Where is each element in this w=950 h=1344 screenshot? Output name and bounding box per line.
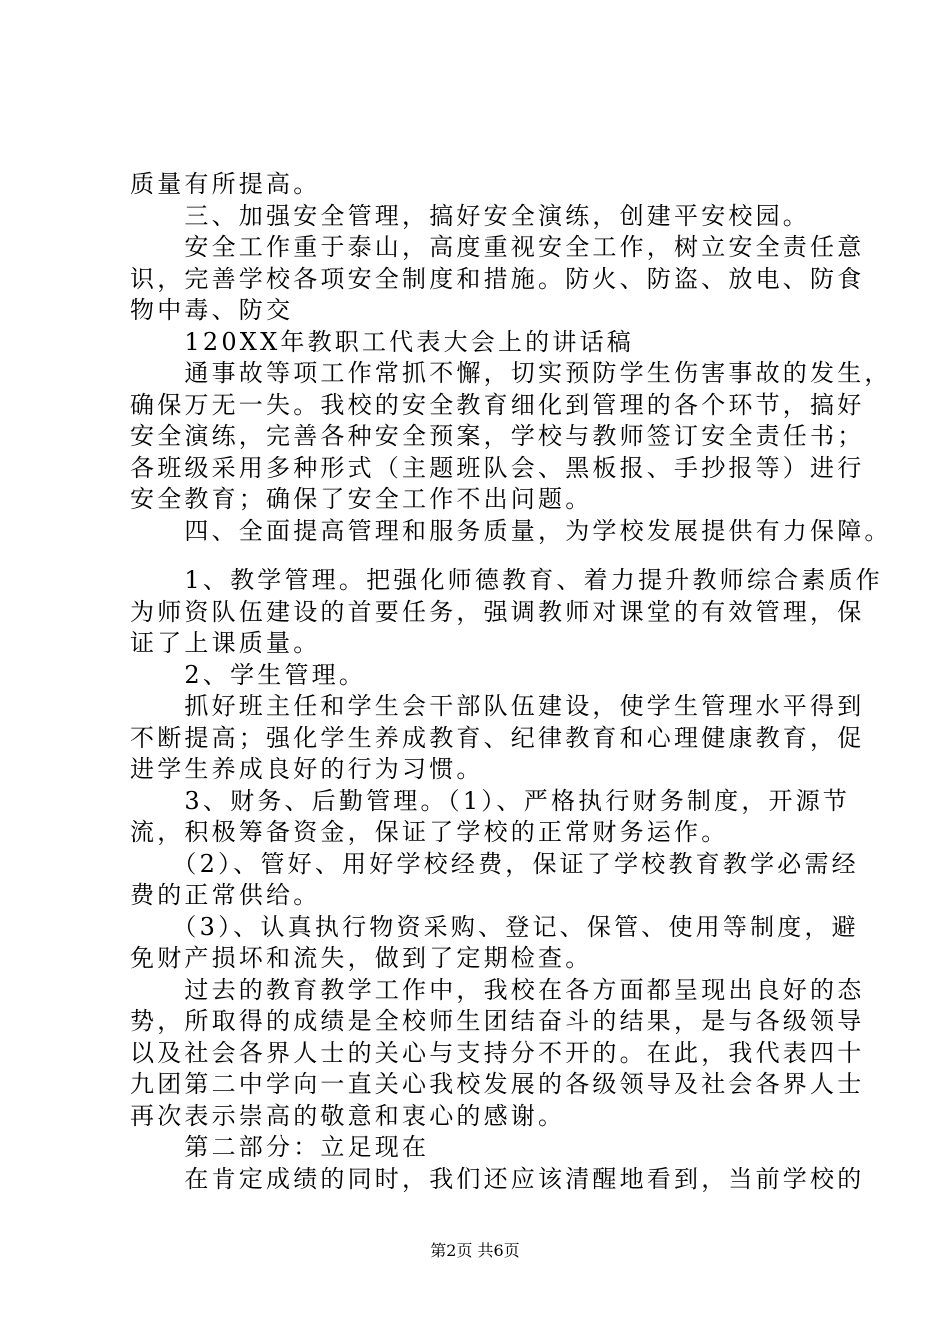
text-line: 各班级采用多种形式（主题班队会、黑板报、手抄报等）进行 <box>130 454 865 482</box>
text-line: 抓好班主任和学生会干部队伍建设，使学生管理水平得到 <box>130 692 865 720</box>
text-line: 九团第二中学向一直关心我校发展的各级领导及社会各界人士 <box>130 1070 865 1098</box>
section-title: 120XX年教职工代表大会上的讲话稿 <box>130 328 634 356</box>
text-line: 证了上课质量。 <box>130 629 321 657</box>
text-line: 再次表示崇高的敬意和衷心的感谢。 <box>130 1102 566 1130</box>
text-line: （2）、管好、用好学校经费，保证了学校教育教学必需经 <box>130 850 859 878</box>
text-line: 安全工作重于泰山，高度重视安全工作，树立安全责任意 <box>130 233 865 261</box>
text-line: 1、教学管理。把强化师德教育、着力提升教师综合素质作 <box>130 566 883 594</box>
text-line: 质量有所提高。 <box>130 170 321 198</box>
text-line: 为师资队伍建设的首要任务，强调教师对课堂的有效管理，保 <box>130 598 865 626</box>
text-line: 势，所取得的成绩是全校师生团结奋斗的结果，是与各级领导 <box>130 1007 865 1035</box>
text-line: 确保万无一失。我校的安全教育细化到管理的各个环节，搞好 <box>130 391 865 419</box>
text-line: 流，积极筹备资金，保证了学校的正常财务运作。 <box>130 818 729 846</box>
text-line: 通事故等项工作常抓不懈，切实预防学生伤害事故的发生， <box>130 359 892 387</box>
text-line: 3、财务、后勤管理。（1）、严格执行财务制度，开源节 <box>130 787 851 815</box>
section-title: 第二部分：立足现在 <box>130 1133 430 1161</box>
page-number-footer: 第2页 共6页 <box>430 1241 520 1260</box>
text-line: 不断提高；强化学生养成教育、纪律教育和心理健康教育，促 <box>130 724 865 752</box>
text-line: 四、全面提高管理和服务质量，为学校发展提供有力保障。 <box>130 517 892 545</box>
text-line: （3）、认真执行物资采购、登记、保管、使用等制度，避 <box>130 913 859 941</box>
text-line: 识，完善学校各项安全制度和措施。防火、防盗、放电、防食 <box>130 265 865 293</box>
text-line: 免财产损坏和流失，做到了定期检查。 <box>130 944 593 972</box>
text-line: 过去的教育教学工作中，我校在各方面都呈现出良好的态 <box>130 976 865 1004</box>
text-line: 费的正常供给。 <box>130 881 321 909</box>
text-line: 在肯定成绩的同时，我们还应该清醒地看到，当前学校的 <box>130 1165 865 1193</box>
text-line: 进学生养成良好的行为习惯。 <box>130 755 484 783</box>
text-line: 2、学生管理。 <box>130 661 367 689</box>
text-line: 三、加强安全管理，搞好安全演练，创建平安校园。 <box>130 202 810 230</box>
text-line: 安全教育；确保了安全工作不出问题。 <box>130 485 593 513</box>
text-line: 物中毒、防交 <box>130 296 294 324</box>
text-line: 以及社会各界人士的关心与支持分不开的。在此，我代表四十 <box>130 1039 865 1067</box>
text-line: 安全演练，完善各种安全预案，学校与教师签订安全责任书； <box>130 422 865 450</box>
